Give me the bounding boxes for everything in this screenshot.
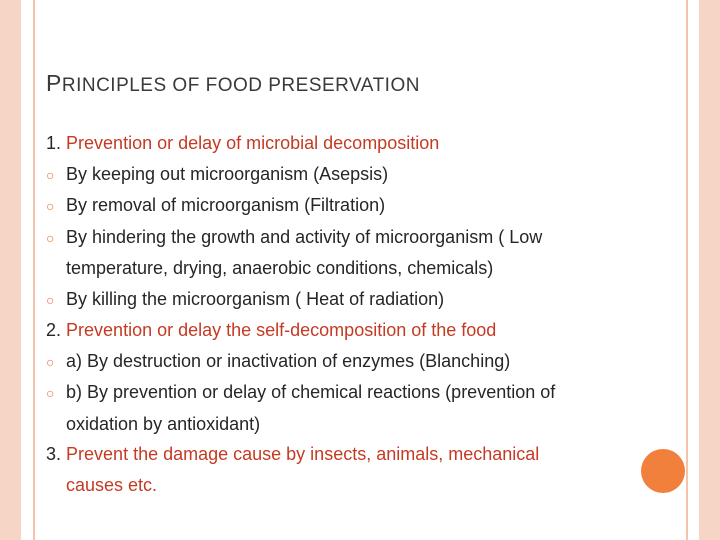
bullet-item xyxy=(46,222,686,254)
bullet-icon: ○ xyxy=(46,229,55,246)
bullet-text: By killing the microorganism ( Heat of radiation) xyxy=(66,288,445,309)
right-frame-bar xyxy=(699,0,720,540)
bullet-continuation xyxy=(46,253,686,284)
bullet-icon: ○ xyxy=(46,353,55,370)
bullet-icon: ○ xyxy=(46,198,55,214)
item-number: 1. xyxy=(46,133,62,153)
bullet-item xyxy=(46,190,686,222)
numbered-continuation xyxy=(46,470,686,501)
left-frame-line xyxy=(33,0,35,540)
bullet-item xyxy=(46,377,686,409)
bullet-text: By hindering the growth and activity of microorganism ( Low xyxy=(66,226,543,247)
item-heading: Prevention or delay of microbial decomposition xyxy=(66,133,440,153)
bullet-text-cont: oxidation by antioxidant) xyxy=(66,413,261,434)
bullet-item xyxy=(46,159,686,191)
decorative-circle xyxy=(641,449,685,493)
bullet-text: By removal of microorganism (Filtration) xyxy=(66,195,386,215)
bullet-text: b) By prevention or delay of chemical reactions (prevention of xyxy=(66,382,556,402)
bullet-item xyxy=(46,284,686,316)
numbered-item-2 xyxy=(46,315,686,346)
slide-title xyxy=(46,70,420,97)
bullet-continuation xyxy=(46,409,686,440)
item-heading: Prevent the damage cause by insects, animals, mechanical xyxy=(66,444,540,464)
bullet-icon: ○ xyxy=(46,291,55,308)
bullet-icon: ○ xyxy=(46,385,55,401)
bullet-icon: ○ xyxy=(46,166,55,183)
item-number: 2. xyxy=(46,320,62,340)
title-first-letter: P xyxy=(46,70,62,96)
right-frame-line xyxy=(686,0,688,540)
slide-content xyxy=(46,128,686,500)
item-heading-cont: causes etc. xyxy=(66,474,158,495)
numbered-item-1 xyxy=(46,128,686,159)
left-frame-bar xyxy=(0,0,21,540)
item-number: 3. xyxy=(46,444,62,464)
item-heading: Prevention or delay the self-decomposition of the food xyxy=(66,320,497,340)
bullet-text: a) By destruction or inactivation of enzymes (Blanching) xyxy=(66,350,511,371)
bullet-text: By keeping out microorganism (Asepsis) xyxy=(66,163,389,184)
bullet-text-cont: temperature, drying, anaerobic conditions, chemicals) xyxy=(66,258,494,278)
numbered-item-3 xyxy=(46,439,686,470)
title-rest: RINCIPLES OF FOOD PRESERVATION xyxy=(61,75,420,96)
bullet-item xyxy=(46,346,686,378)
